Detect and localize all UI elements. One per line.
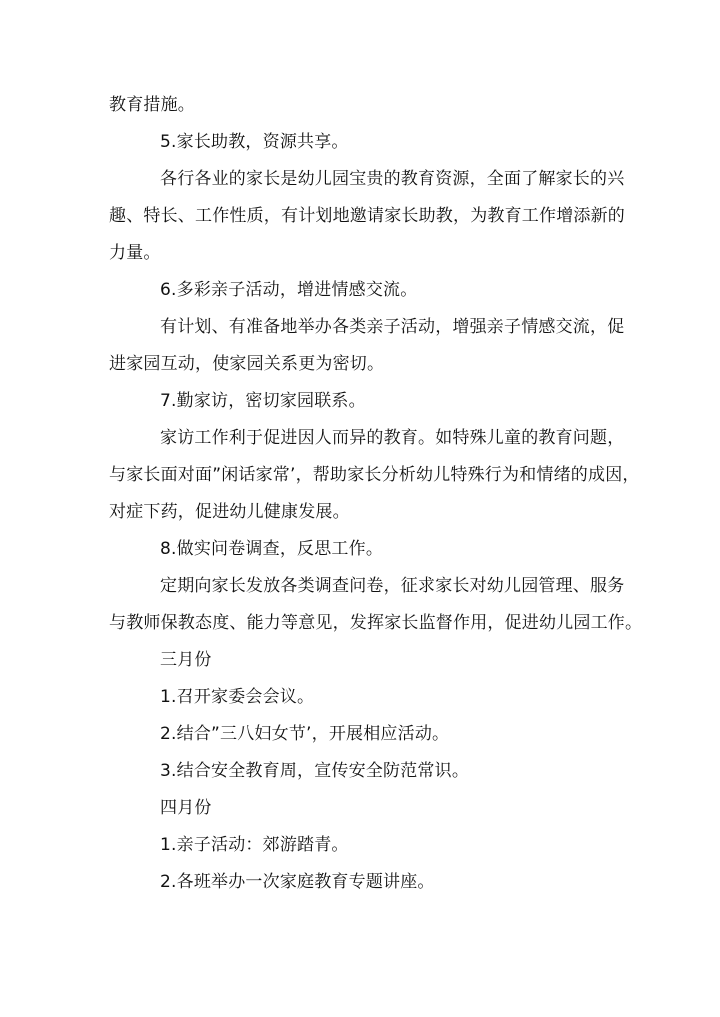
paragraph-line: 家访工作利于促进因人而异的教育。如特殊儿童的教育问题， — [160, 428, 625, 448]
paragraph-line: 教育措施。 — [109, 95, 195, 115]
list-item: 3.结合安全教育周，宣传安全防范常识。 — [160, 761, 470, 781]
section-heading: 6.多彩亲子活动，增进情感交流。 — [160, 280, 418, 300]
paragraph-line: 对症下药，促进幼儿健康发展。 — [109, 502, 350, 522]
paragraph-line: 定期向家长发放各类调查问卷，征求家长对幼儿园管理、服务 — [160, 576, 625, 596]
paragraph-line: 与家长面对面”闲话家常’，帮助家长分析幼儿特殊行为和情绪的成因， — [109, 465, 640, 485]
section-heading: 5.家长助教，资源共享。 — [160, 132, 349, 152]
list-item: 1.召开家委会会议。 — [160, 687, 315, 707]
list-item: 2.各班举办一次家庭教育专题讲座。 — [160, 872, 435, 892]
list-item: 1.亲子活动：郊游踏青。 — [160, 835, 349, 855]
paragraph-line: 进家园互动，使家园关系更为密切。 — [109, 354, 385, 374]
month-heading: 四月份 — [160, 798, 212, 818]
paragraph-line: 各行各业的家长是幼儿园宝贵的教育资源，全面了解家长的兴 — [160, 169, 625, 189]
month-heading: 三月份 — [160, 650, 212, 670]
paragraph-line: 力量。 — [109, 243, 161, 263]
section-heading: 7.勤家访，密切家园联系。 — [160, 391, 366, 411]
paragraph-line: 与教师保教态度、能力等意见，发挥家长监督作用，促进幼儿园工作。 — [109, 613, 643, 633]
paragraph-line: 有计划、有准备地举办各类亲子活动，增强亲子情感交流，促 — [160, 317, 625, 337]
list-item: 2.结合”三八妇女节’，开展相应活动。 — [160, 724, 450, 744]
paragraph-line: 趣、特长、工作性质，有计划地邀请家长助教，为教育工作增添新的 — [109, 206, 625, 226]
section-heading: 8.做实问卷调查，反思工作。 — [160, 539, 384, 559]
